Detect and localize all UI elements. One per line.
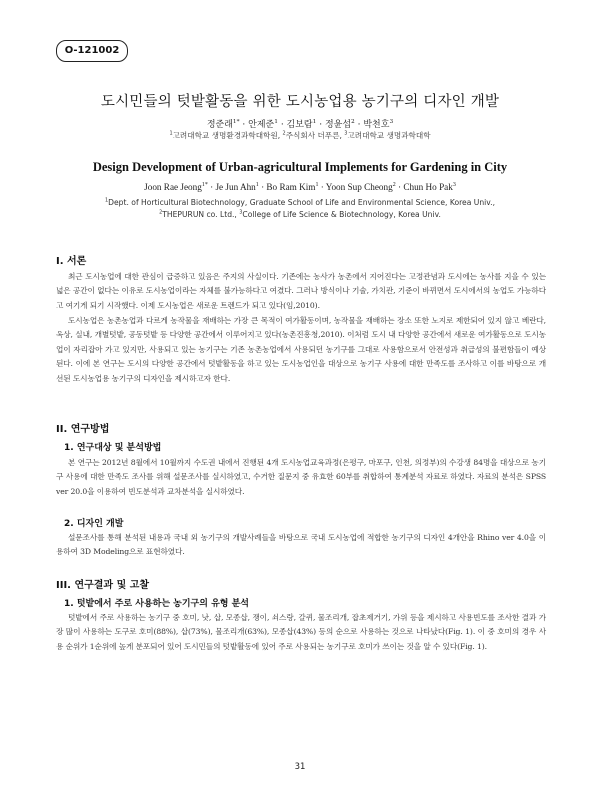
affiliation: 주식회사 더푸른, <box>285 131 345 140</box>
author-name: Joon Rae Jeong <box>144 182 202 192</box>
section-heading-introduction: I. 서론 <box>56 256 87 267</box>
paper-code-badge: O-121002 <box>56 40 128 62</box>
author-mark: 1 <box>312 119 317 125</box>
author-mark: 1 <box>255 181 259 188</box>
author-mark: 3 <box>389 119 394 125</box>
section-heading-results: III. 연구결과 및 고찰 <box>56 580 150 591</box>
affiliation: THEPURUN co. Ltd., <box>162 210 240 219</box>
english-author-list: Joon Rae Jeong$^{1*}$ · Je Jun Ahn$^1$ · Bo Ram Kim$^1$ · Yoon Sup Cheong$^2$ · Chun Ho Pak$^3$ <box>144 181 456 192</box>
author-name: Je Jun Ahn <box>215 182 256 192</box>
affil-mark: 1 <box>105 197 109 204</box>
english-title: Design Development of Urban-agricultural Implements for Gardening in City <box>92 160 508 174</box>
author-mark: 2 <box>392 181 396 188</box>
author-name: 정준래 <box>206 120 233 130</box>
author-name: Yoon Sup Cheong <box>325 182 393 192</box>
paragraph-methods-2: 설문조사를 통해 분석된 내용과 국내 외 농기구의 개발사례들을 바탕으로 국내 도시농업에 적합한 농기구의 디자인 4개안을 Rhino ver 4.0을 이용하여 3D Modeling으로 표현하였다. <box>56 533 546 557</box>
english-affiliations <box>0 197 600 221</box>
author-mark: 3 <box>452 181 456 188</box>
author-name: Bo Ram Kim <box>266 182 316 192</box>
section-heading-methods: II. 연구방법 <box>56 424 110 435</box>
author-mark: 2 <box>351 119 355 125</box>
author-name: 박천호 <box>363 120 390 130</box>
author-name: Chun Ho Pak <box>403 182 453 192</box>
author-mark: 1* <box>201 181 208 188</box>
affil-mark: 3 <box>344 130 348 137</box>
affiliation: College of Life Science & Biotechnology, Korea Univ. <box>242 210 441 219</box>
author-name: 정윤섭 <box>324 120 352 130</box>
affiliation: 고려대학교 생명과학대학 <box>347 131 431 140</box>
korean-author-list: 정준래$^{1*}$ · 안제준$^1$ · 김보람$^1$ · 정윤섭$^2$ · 박천호$^3$ <box>206 119 394 130</box>
affil-mark: 1 <box>169 130 173 137</box>
paragraph-intro-2: 도시농업은 농촌농업과 다르게 농작물을 재배하는 가장 큰 목적이 여가활동이며, 농작물을 재배하는 장소 또한 노지로 제한되어 있지 않고 베란다, 옥상, 실내, 개별텃밭, 공동텃밭 등 다양한 공간에서 이루어지고 있다(농촌진흥청,2010). 이처럼 도시 내 다양한 공간에서 새로운 여가활동으로 도시농업이 자리잡아 가고 있지만, 사용되고 있는 농기구는 기존 농촌농업에서 사용되던 농기구를 그대로 사용함으로서 안전성과 취급성의 불편함들이 예상된다. 이에 본 연구는 도시의 다양한 공간에서 텃밭활동을 하고 있는 도시농업인을 대상으로 농기구 사용에 대한 만족도를 조사하고 이를 바탕으로 개선된 도시농업용 농기구의 디자인을 제시하고자 한다. <box>56 316 546 383</box>
affiliation: 고려대학교 생명환경과학대학원, <box>172 131 283 140</box>
affiliation-line <box>0 197 600 209</box>
affil-mark: 2 <box>282 130 286 137</box>
subsection-heading-tool-types: 1. 텃밭에서 주로 사용하는 농기구의 유형 분석 <box>64 599 249 609</box>
author-name: 안제준 <box>248 120 275 130</box>
author-mark: 1* <box>232 119 240 125</box>
affil-mark: 3 <box>239 209 243 216</box>
paragraph-intro-1: 최근 도시농업에 대한 관심이 급증하고 있음은 주지의 사실이다. 기존에는 농사가 농촌에서 지어진다는 고정관념과 도시에는 농사를 지을 수 있는 넓은 공간이 없다는 이유로 도시농업이라는 자체를 불가능하다고 여겼다. 그러나 방식이나 기술, 가치관, 기준이 바뀌면서 도시에서의 농업도 가능하다고 여기게 되기 시작했다. 이제 도시농업은 새로운 트렌드가 되고 있다(임,2010). <box>56 272 546 310</box>
subsection-heading-design: 2. 디자인 개발 <box>64 519 124 529</box>
author-mark: 1 <box>315 181 319 188</box>
affiliation: Dept. of Horticultural Biotechnology, Graduate School of Life and Environmental Science, Korea Univ., <box>108 198 495 207</box>
paragraph-results-1: 텃밭에서 주로 사용하는 농기구 중 호미, 낫, 삽, 모종삽, 쟁이, 쇠스랑, 갈퀴, 물조리개, 잡초제거기, 가위 등을 제시하고 사용빈도를 조사한 결과 가장 많이 사용하는 도구로 호미(88%), 삽(73%), 물조리개(63%), 모종삽(43%) 등의 순으로 사용하는 것으로 나타났다(Fig. 1). 이 중 호미의 경우 사용 순위가 1순위에 높게 분포되어 있어 도시민들의 텃밭활동에 있어 주로 사용되는 농기구로 호미가 쓰이는 것을 알 수 있다(Fig. 1). <box>56 613 546 651</box>
author-name: 김보람 <box>286 120 313 130</box>
page-number: 31 <box>294 762 306 772</box>
korean-title: 도시민들의 텃밭활동을 위한 도시농업용 농기구의 디자인 개발 <box>100 94 500 110</box>
korean-affiliations <box>0 130 600 141</box>
subsection-heading-subjects: 1. 연구대상 및 분석방법 <box>64 443 162 453</box>
affiliation-line <box>0 209 600 221</box>
affil-mark: 2 <box>159 209 163 216</box>
author-mark: 1 <box>274 119 278 125</box>
paragraph-methods-1: 본 연구는 2012년 8월에서 10월까지 수도권 내에서 진행된 4개 도시농업교육과정(은평구, 마포구, 인천, 의정부)의 수강생 84명을 대상으로 농기구 사용에 대한 만족도 조사를 위해 설문조사를 실시하였고, 수거한 질문지 중 유효한 60부를 취합하여 통계분석 자료로 하였다. 자료의 분석은 SPSS ver 20.0을 이용하여 빈도분석과 교차분석을 실시하였다. <box>56 458 546 496</box>
